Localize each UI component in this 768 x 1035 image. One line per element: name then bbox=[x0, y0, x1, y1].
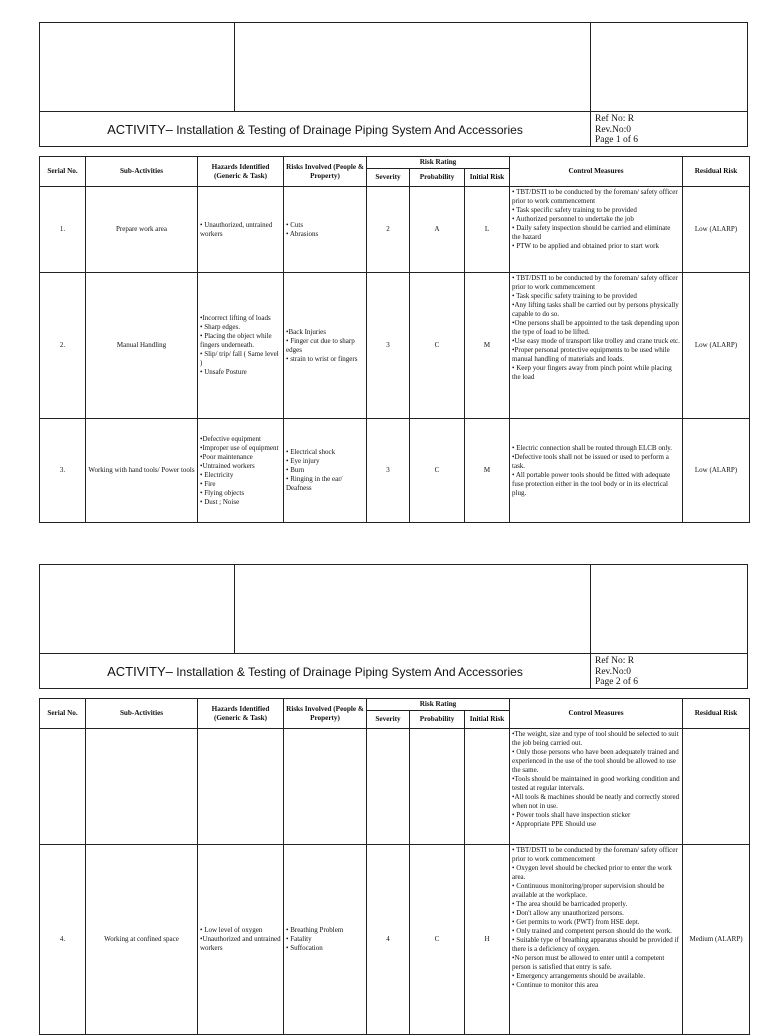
hazards-cell bbox=[198, 273, 284, 419]
hazard-item: •Defective equipment bbox=[200, 434, 261, 443]
risk-table-page2 bbox=[39, 698, 750, 1035]
control-item: • Oxygen level should be checked prior to enter the work area. bbox=[512, 864, 672, 881]
control-item: • Keep your fingers away from pinch point while placing the load bbox=[512, 364, 672, 381]
residual-risk-cell: Medium (ALARP) bbox=[683, 845, 750, 1035]
col-residual-risk: Residual Risk bbox=[683, 157, 750, 187]
control-item: •One persons shall be appointed to the task depending upon the type of load to be lifted. bbox=[512, 319, 680, 336]
activity-prefix: ACTIVITY– bbox=[107, 121, 173, 137]
ref-block bbox=[591, 654, 748, 689]
probability-cell: C bbox=[410, 419, 465, 523]
control-item: • Power tools shall have inspection sticker bbox=[512, 811, 631, 819]
control-measures-cell bbox=[510, 729, 683, 845]
hazard-item: • Unsafe Posture bbox=[200, 368, 247, 376]
hazards-cell bbox=[198, 845, 284, 1035]
sub-activity-cell: Working with hand tools/ Power tools bbox=[86, 419, 198, 523]
control-item: •Use easy mode of transport like trolley and crane truck etc. bbox=[512, 337, 680, 345]
col-probability: Probability bbox=[410, 711, 465, 729]
hazard-item: • Unauthorized, untrained workers bbox=[200, 220, 273, 238]
ref-no: Ref No: R bbox=[595, 114, 635, 124]
col-sub-activities: Sub-Activities bbox=[86, 699, 198, 729]
control-measures-cell bbox=[510, 273, 683, 419]
logo-box-left bbox=[40, 23, 235, 112]
risk-item: • Finger cut due to sharp edges bbox=[286, 336, 355, 354]
hazard-item: •Improper use of equipment bbox=[200, 443, 279, 452]
table-row bbox=[40, 187, 750, 273]
control-measures-cell bbox=[510, 419, 683, 523]
risk-item: • Electrical shock bbox=[286, 448, 336, 456]
control-item: • PTW to be applied and obtained prior to start work bbox=[512, 242, 659, 250]
control-item: • Electric connection shall be routed through ELCB only. bbox=[512, 443, 673, 452]
hazard-item: • Placing the object while fingers underneath. bbox=[200, 332, 272, 349]
risks-cell bbox=[284, 419, 367, 523]
residual-risk-cell: Low (ALARP) bbox=[683, 419, 750, 523]
control-item: •No person must be allowed to enter until a competent person is satisfied that entry is safe. bbox=[512, 954, 665, 971]
control-item: • Only those persons who have been adequately trained and experienced in the use of the tool should be allowed to use the same. bbox=[512, 748, 679, 774]
hazards-cell bbox=[198, 419, 284, 523]
probability-cell: A bbox=[410, 187, 465, 273]
col-hazards: Hazards Identified (Generic & Task) bbox=[198, 699, 284, 729]
table-row bbox=[40, 729, 750, 845]
page-number: Page 2 of 6 bbox=[595, 677, 639, 687]
serial-cell: 1. bbox=[40, 187, 86, 273]
table-row bbox=[40, 419, 750, 523]
risks-cell bbox=[284, 187, 367, 273]
control-item: • Daily safety inspection should be carried and eliminate the hazard bbox=[512, 224, 671, 241]
col-initial-risk: Initial Risk bbox=[465, 711, 510, 729]
control-item: • Authorized personnel to undertake the job bbox=[512, 215, 634, 223]
col-risks: Risks Involved (People & Property) bbox=[284, 157, 367, 187]
col-serial: Serial No. bbox=[40, 699, 86, 729]
table-row bbox=[40, 273, 750, 419]
col-severity: Severity bbox=[367, 169, 410, 187]
hazard-item: • Low level of oxygen bbox=[200, 926, 263, 934]
probability-cell: C bbox=[410, 845, 465, 1035]
col-risks: Risks Involved (People & Property) bbox=[284, 699, 367, 729]
risks-cell bbox=[284, 273, 367, 419]
control-item: • TBT/DSTI to be conducted by the foreman/ safety officer prior to work commencement bbox=[512, 274, 678, 291]
sub-activity-cell: Manual Handling bbox=[86, 273, 198, 419]
serial-cell: 2. bbox=[40, 273, 86, 419]
col-initial-risk: Initial Risk bbox=[465, 169, 510, 187]
activity-name: Installation & Testing of Drainage Piping System And Accessories bbox=[176, 122, 523, 137]
control-item: • All portable power tools should be fitted with adequate fuse protection either in the tool body or in its electrical plug. bbox=[512, 470, 671, 497]
hazard-item: •Poor maintenance bbox=[200, 452, 253, 461]
hazard-item: •Incorrect lifting of loads bbox=[200, 314, 271, 322]
serial-cell bbox=[40, 729, 86, 845]
hazard-item: • Sharp edges. bbox=[200, 323, 240, 331]
residual-risk-cell: Low (ALARP) bbox=[683, 273, 750, 419]
control-item: • Task specific safety training to be provided bbox=[512, 206, 637, 214]
col-control-measures: Control Measures bbox=[510, 699, 683, 729]
col-hazards: Hazards Identified (Generic & Task) bbox=[198, 157, 284, 187]
risk-item: • strain to wrist or fingers bbox=[286, 354, 358, 363]
initial-risk-cell: M bbox=[465, 419, 510, 523]
table-row bbox=[40, 845, 750, 1035]
logo-box-right bbox=[591, 565, 748, 654]
rev-no: Rev.No:0 bbox=[595, 666, 632, 677]
risk-item: • Burn bbox=[286, 466, 305, 474]
risk-item: • Fatality bbox=[286, 935, 312, 943]
severity-cell: 2 bbox=[367, 187, 410, 273]
control-item: •Defective tools shall not be issued or used to perform a task. bbox=[512, 452, 669, 470]
risks-cell bbox=[284, 729, 367, 845]
probability-cell: C bbox=[410, 273, 465, 419]
control-item: • Only trained and competent person should do the work. bbox=[512, 927, 672, 935]
activity-name: Installation & Testing of Drainage Piping System And Accessories bbox=[176, 664, 523, 679]
control-item: •Tools should be maintained in good working condition and tested at regular intervals. bbox=[512, 775, 680, 792]
control-item: • Continuous monitoring/proper supervision should be available at the workplace. bbox=[512, 882, 665, 899]
col-probability: Probability bbox=[410, 169, 465, 187]
sub-activity-cell: Working at confined space bbox=[86, 845, 198, 1035]
control-measures-cell bbox=[510, 845, 683, 1035]
severity-cell: 3 bbox=[367, 419, 410, 523]
logo-box-right bbox=[591, 23, 748, 112]
col-sub-activities: Sub-Activities bbox=[86, 157, 198, 187]
hazard-item: •Untrained workers bbox=[200, 461, 255, 470]
hazard-item: • Slip/ trip/ fall ( Same level ) bbox=[200, 350, 279, 367]
control-item: • TBT/DSTI to be conducted by the foreman/ safety officer prior to work commencement bbox=[512, 188, 678, 205]
risk-item: •Back Injuries bbox=[286, 327, 326, 336]
ref-no: Ref No: R bbox=[595, 656, 635, 666]
control-item: • Task specific safety training to be provided bbox=[512, 292, 637, 300]
hazard-item: • Fire bbox=[200, 479, 216, 488]
serial-cell: 4. bbox=[40, 845, 86, 1035]
control-item: • Continue to monitor this area bbox=[512, 981, 599, 989]
control-item: • Get permits to work (PWT) from HSE dept. bbox=[512, 918, 640, 926]
control-item: • Don't allow any unauthorized persons. bbox=[512, 909, 624, 917]
risk-item: • Breathing Problem bbox=[286, 926, 344, 934]
control-item: • Emergency arrangements should be available. bbox=[512, 972, 645, 980]
sub-activity-cell: Prepare work area bbox=[86, 187, 198, 273]
activity-title bbox=[40, 112, 591, 147]
control-item: • Appropriate PPE Should use bbox=[512, 820, 597, 828]
control-item: •Any lifting tasks shall be carried out by persons physically capable to do so. bbox=[512, 301, 679, 318]
control-item: • TBT/DSTI to be conducted by the foreman/ safety officer prior to work commencement bbox=[512, 846, 678, 863]
page2-header bbox=[39, 564, 748, 689]
control-item: •The weight, size and type of tool should be selected to suit the job being carried out. bbox=[512, 730, 679, 747]
risks-cell bbox=[284, 845, 367, 1035]
risk-item: • Abrasions bbox=[286, 229, 319, 238]
initial-risk-cell: L bbox=[465, 187, 510, 273]
hazard-item: •Unauthorized and untrained workers bbox=[200, 935, 281, 952]
control-item: •All tools & machines should be neatly and correctly stored when not in use. bbox=[512, 793, 680, 810]
rev-no: Rev.No:0 bbox=[595, 124, 632, 135]
col-residual-risk: Residual Risk bbox=[683, 699, 750, 729]
logo-box-left bbox=[40, 565, 235, 654]
activity-prefix: ACTIVITY– bbox=[107, 663, 173, 679]
initial-risk-cell bbox=[465, 729, 510, 845]
hazard-item: • Electricity bbox=[200, 470, 234, 479]
serial-cell: 3. bbox=[40, 419, 86, 523]
col-severity: Severity bbox=[367, 711, 410, 729]
col-serial: Serial No. bbox=[40, 157, 86, 187]
risk-item: • Ringing in the ear/ Deafness bbox=[286, 475, 343, 492]
page-number: Page 1 of 6 bbox=[595, 135, 639, 145]
hazard-item: • Flying objects bbox=[200, 488, 245, 497]
risk-item: • Suffocation bbox=[286, 944, 323, 952]
col-control-measures: Control Measures bbox=[510, 157, 683, 187]
initial-risk-cell: H bbox=[465, 845, 510, 1035]
severity-cell: 3 bbox=[367, 273, 410, 419]
probability-cell bbox=[410, 729, 465, 845]
initial-risk-cell: M bbox=[465, 273, 510, 419]
severity-cell: 4 bbox=[367, 845, 410, 1035]
control-item: •Proper personal protective equipments to be used while manual handling of materials and loads. bbox=[512, 346, 670, 363]
sub-activity-cell bbox=[86, 729, 198, 845]
residual-risk-cell: Low (ALARP) bbox=[683, 187, 750, 273]
control-measures-cell bbox=[510, 187, 683, 273]
col-risk-rating: Risk Rating bbox=[367, 157, 510, 169]
activity-title bbox=[40, 654, 591, 689]
col-risk-rating: Risk Rating bbox=[367, 699, 510, 711]
control-item: • The area should be barricaded properly. bbox=[512, 900, 628, 908]
hazard-item: • Dust ; Noise bbox=[200, 497, 240, 506]
residual-risk-cell bbox=[683, 729, 750, 845]
severity-cell bbox=[367, 729, 410, 845]
hazards-cell bbox=[198, 187, 284, 273]
hazards-cell bbox=[198, 729, 284, 845]
page1-header bbox=[39, 22, 748, 147]
risk-table-page1 bbox=[39, 156, 750, 523]
control-item: • Suitable type of breathing apparatus should be provided if there is a deficiency of oxygen. bbox=[512, 936, 679, 953]
logo-box-center bbox=[235, 23, 591, 112]
risk-item: • Cuts bbox=[286, 220, 304, 229]
risk-item: • Eye injury bbox=[286, 457, 320, 465]
logo-box-center bbox=[235, 565, 591, 654]
ref-block bbox=[591, 112, 748, 147]
